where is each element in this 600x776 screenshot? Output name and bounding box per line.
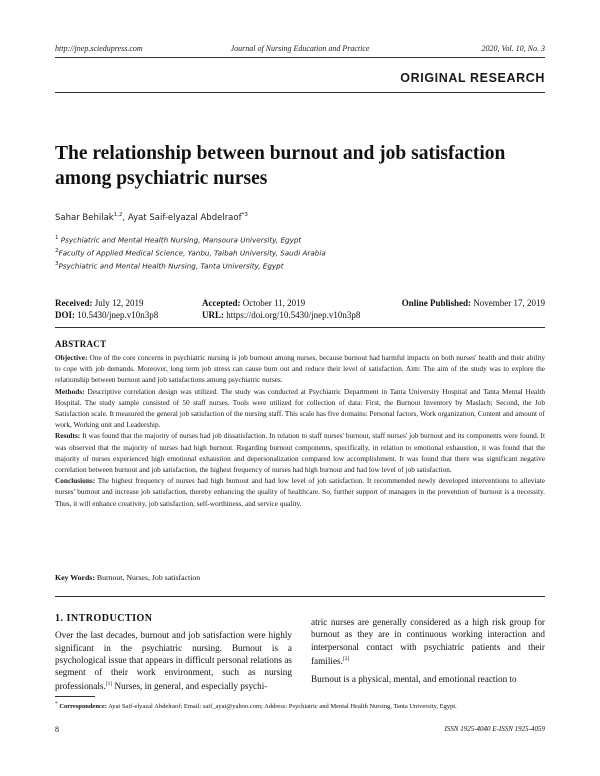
published-value: November 17, 2019: [473, 298, 545, 308]
abstract-objective: [55, 352, 545, 386]
running-head: [55, 44, 545, 56]
paragraph-text: atric nurses are generally considered as a high risk group for burnout as they are in continuous working interaction and interpersonal contact with psychiatric patients and their families.: [311, 617, 545, 666]
footnote-label: Correspondence:: [59, 703, 107, 711]
footnote-rule: [55, 696, 95, 697]
author-affil-marker: *3: [241, 212, 248, 218]
section-rule: [55, 92, 545, 93]
author-name: Ayat Saif-elyazal Abdelraof: [127, 212, 242, 223]
accepted-label: Accepted:: [202, 298, 241, 308]
section-label: ORIGINAL RESEARCH: [400, 71, 545, 85]
article-title: The relationship between burnout and job satisfaction among psychiatric nurses: [55, 143, 506, 189]
page-number: 8: [55, 725, 59, 734]
journal-url[interactable]: http://jnep.sciedupress.com: [55, 44, 143, 53]
conclusions-label: Conclusions:: [55, 476, 96, 486]
author-affil-marker: 1,2: [113, 212, 123, 218]
abstract-heading: ABSTRACT: [55, 339, 107, 349]
affiliations: [55, 233, 326, 272]
affiliation-marker: 3: [55, 260, 59, 267]
body-column-left: [55, 613, 292, 693]
abstract-body: [55, 352, 545, 509]
author-name: Sahar Behilak: [55, 212, 114, 223]
results-label: Results:: [55, 431, 81, 441]
paragraph-text: Over the last decades, burnout and job satisfaction were highly significant in the psychiatric nursing. Burnout is a psychological issue that appears in difficult personal relations as segment of their work environment, such as nursing professionals.: [55, 630, 292, 692]
doi-value[interactable]: 10.5430/jnep.v10n3p8: [77, 310, 159, 320]
body-paragraph: [55, 629, 292, 693]
methods-text: Descriptive correlation design was utilized. The study was conducted at Psychiatric Department in Tanta University Hospital and Tanta Mental Health Hospital. The study sample consisted of 50 staff nurses. Tools were utilized for collection of data: First, the Burnout Inventory by Maslach; Second, the Job Satisfaction scale. It measured the general job satisfaction of the nursing staff. This scale has five domains: Personal factors, Work organization, Content and amount of work, Working unit and Leadership.: [55, 386, 545, 430]
methods-label: Methods:: [55, 386, 85, 396]
accepted-date: [202, 297, 305, 309]
results-text: It was found that the majority of nurses had job dissatisfaction. In relation to staff nurses' burnout, staff nurses' job burnout and its components were found. It was observed that the majority of nurses had high burnout. Regarding burnout components, specifically, in relation to emotional exhaustion, it was found that the majority of nurses experienced high emotional exhaustion and depersonalization compared low accomplishment. It was found that there was significant negative correlation between burnout and job satisfaction, the highest frequency of nurses had high burnout and had low level of job satisfaction.: [55, 431, 546, 475]
affiliation-item: [55, 233, 326, 246]
journal-name: Journal of Nursing Education and Practice: [230, 44, 370, 53]
doi-label: DOI:: [55, 310, 75, 320]
correspondence-footnote: [55, 700, 545, 712]
abstract-results: [55, 430, 545, 475]
body-column-right: [311, 616, 545, 686]
published-date: [402, 297, 545, 309]
objective-text: One of the core concerns in psychiatric nursing is job burnout among nurses, because burnout had harmful impacts on both nurses' health and their ability to cope with job demands. Moreover, long term job stress can cause burn out and reduce their level of satisfaction. Aim: The aim of the study was to explore the relationship between burnout aand job satisfactions among psychiatric nurses.: [55, 353, 546, 385]
affiliation-text: Psychiatric and Mental Health Nursing, Mansoura University, Egypt: [60, 235, 302, 245]
paragraph-text: Nurses, in general, and especially psychi-: [112, 681, 268, 692]
keywords-rule: [55, 596, 545, 597]
url: [202, 309, 360, 321]
doi: [55, 309, 158, 321]
body-paragraph: [311, 616, 545, 667]
received-date: [55, 297, 144, 309]
url-label: URL:: [202, 310, 224, 320]
footnote-text: Ayat Saif-elyazal Abdelraof; Email: saif_ayat@yahoo.com; Address: Psychiatric and Mental Health Nursing, Tanta University, Egypt.: [108, 703, 457, 711]
citation-link[interactable]: [2]: [342, 655, 350, 662]
affiliation-text: Faculty of Applied Medical Science, Yanbu, Taibah University, Saudi Arabia: [58, 248, 326, 258]
keywords-label: Key Words:: [55, 573, 95, 582]
author-separator: ,: [122, 212, 128, 223]
citation-link[interactable]: [1]: [105, 681, 113, 688]
received-value: July 12, 2019: [94, 298, 144, 308]
footnote-marker: *: [55, 701, 58, 707]
objective-label: Objective:: [55, 353, 88, 362]
volume-issue: 2020, Vol. 10, No. 3: [481, 44, 545, 53]
dates-rule: [55, 327, 545, 328]
body-paragraph: Burnout is a physical, mental, and emotional reaction to: [311, 674, 517, 685]
affiliation-marker: 1: [55, 235, 59, 241]
affiliation-item: [55, 259, 326, 272]
issn: ISSN 1925-4040 E-ISSN 1925-4059: [444, 725, 545, 733]
accepted-value: October 11, 2019: [242, 298, 306, 308]
keywords: [55, 573, 200, 582]
abstract-methods: [55, 386, 545, 431]
conclusions-text: The highest frequency of nurses had high burnout and had low level of job satisfaction. It recommended newly developed interventions to alleviate nurses' burnout and increase job satisfaction, thereby enhancing the quality of healthcare. So, further support of managers in the prevention of burnout is a necessity. Thus, it will enhance creativity, job satisfaction, self-worthiness, and service quality.: [55, 476, 545, 508]
affiliation-marker: 2: [55, 247, 59, 254]
abstract-conclusions: [55, 475, 545, 509]
keywords-text: Burnout, Nurses, Job satisfaction: [96, 573, 201, 582]
published-label: Online Published:: [401, 298, 471, 308]
url-link[interactable]: https://doi.org/10.5430/jnep.v10n3p8: [226, 310, 361, 320]
affiliation-text: Psychiatric and Mental Health Nursing, Tanta University, Egypt: [58, 261, 284, 271]
author-list: [55, 212, 248, 223]
received-label: Received:: [55, 298, 93, 308]
affiliation-item: [55, 246, 326, 259]
header-rule: [55, 57, 545, 58]
section-heading: 1. INTRODUCTION: [55, 613, 153, 624]
